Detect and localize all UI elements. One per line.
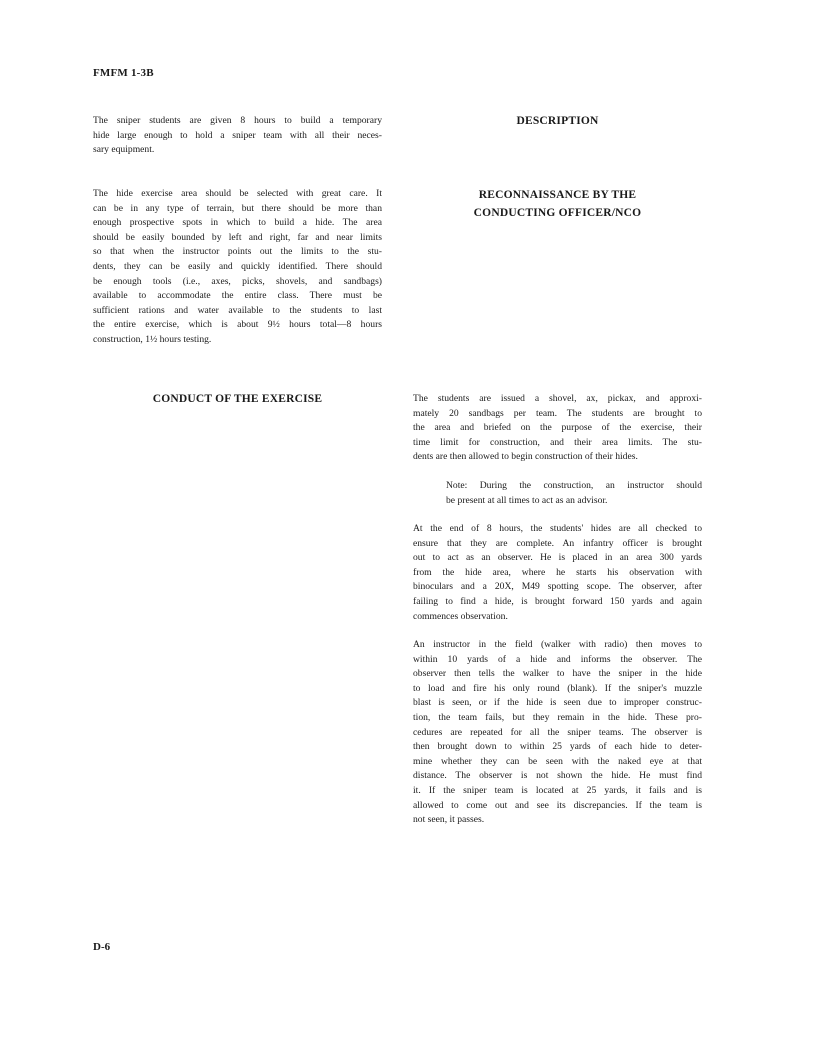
paragraph-observer-placement xyxy=(413,522,702,624)
text-line: Note: During the construction, an instructor should xyxy=(446,480,702,491)
text-line: commences observation. xyxy=(413,610,508,622)
text-line: ensure that they are complete. An infantry officer is brought xyxy=(413,537,702,549)
text-line: from the hide area, where he starts his observation with xyxy=(413,566,702,578)
text-line: within 10 yards of a hide and informs the observer. The xyxy=(413,653,702,665)
text-line: it. If the sniper team is located at 25 yards, it fails and is xyxy=(413,784,702,796)
heading-reconnaissance xyxy=(413,186,702,222)
text-line: available to accommodate the entire class. There must be xyxy=(93,290,382,302)
paragraph-time-allotment xyxy=(93,114,382,158)
text-line: the area and briefed on the purpose of the exercise, their xyxy=(413,422,702,434)
text-line: sary equipment. xyxy=(93,144,155,156)
text-line: The students are issued a shovel, ax, pickax, and approxi- xyxy=(413,393,702,404)
page-number: D-6 xyxy=(93,941,111,953)
text-line: construction, 1½ hours testing. xyxy=(93,333,212,345)
heading-reconnaissance-line-1: RECONNAISSANCE BY THE xyxy=(478,189,637,201)
text-line: blast is seen, or if the hide is seen due to improper construc- xyxy=(413,697,702,709)
paragraph-walker-procedure xyxy=(413,638,702,828)
text-line: binoculars and a 20X, M49 spotting scope. The observer, after xyxy=(413,581,702,593)
heading-description: DESCRIPTION xyxy=(516,115,599,127)
text-line: so that when the instructor points out the limits to the stu- xyxy=(93,246,382,258)
text-line: dents, they can be easily and quickly identified. There should xyxy=(93,260,382,272)
text-line: observer then tells the walker to have the sniper in the hide xyxy=(413,668,702,680)
text-line: sufficient rations and water available to the students to last xyxy=(93,304,382,316)
text-line: dents are then allowed to begin construction of their hides. xyxy=(413,451,638,463)
text-line: The sniper students are given 8 hours to build a temporary xyxy=(93,115,382,126)
text-line: An instructor in the field (walker with radio) then moves to xyxy=(413,639,702,650)
text-line: mately 20 sandbags per team. The students are brought to xyxy=(413,407,702,419)
text-line: be enough tools (i.e., axes, picks, shovels, and sandbags) xyxy=(93,275,382,287)
text-line: enough prospective spots in which to build a hide. The area xyxy=(93,217,382,229)
heading-conduct-of-exercise: CONDUCT OF THE EXERCISE xyxy=(152,393,323,405)
text-line: hide large enough to hold a sniper team with all their neces- xyxy=(93,129,382,141)
text-line: should be easily bounded by left and right, far and near limits xyxy=(93,231,382,243)
text-line: then brought down to within 25 yards of each hide to deter- xyxy=(413,741,702,753)
text-line: to load and fire his only round (blank). If the sniper's muzzle xyxy=(413,682,702,694)
text-line: The hide exercise area should be selected with great care. It xyxy=(93,188,382,199)
text-line: can be in any type of terrain, but there should be more than xyxy=(93,202,382,214)
text-line: distance. The observer is not shown the hide. He must find xyxy=(413,770,702,782)
document-id: FMFM 1-3B xyxy=(93,67,154,79)
text-line: cedures are repeated for all the sniper teams. The observer is xyxy=(413,726,702,738)
text-line: At the end of 8 hours, the students' hides are all checked to xyxy=(413,523,702,534)
text-line: mine whether they can be seen with the naked eye at that xyxy=(413,755,702,767)
text-line: be present at all times to act as an advisor. xyxy=(446,494,608,506)
text-line: allowed to come out and see its discrepancies. If the team is xyxy=(413,799,702,811)
note-instructor-advisor xyxy=(446,479,702,508)
text-line: the entire exercise, which is about 9½ hours total—8 hours xyxy=(93,319,382,331)
text-line: time limit for construction, and their area limits. The stu- xyxy=(413,436,702,448)
paragraph-equipment-issue xyxy=(413,392,702,465)
text-line: tion, the team fails, but they remain in the hide. These pro- xyxy=(413,711,702,723)
text-line: not seen, it passes. xyxy=(413,814,485,826)
text-line: failing to find a hide, is brought forward 150 yards and again xyxy=(413,595,702,607)
paragraph-area-selection xyxy=(93,187,382,348)
heading-reconnaissance-line-2: CONDUCTING OFFICER/NCO xyxy=(473,207,642,219)
text-line: out to act as an observer. He is placed in an area 300 yards xyxy=(413,552,702,564)
